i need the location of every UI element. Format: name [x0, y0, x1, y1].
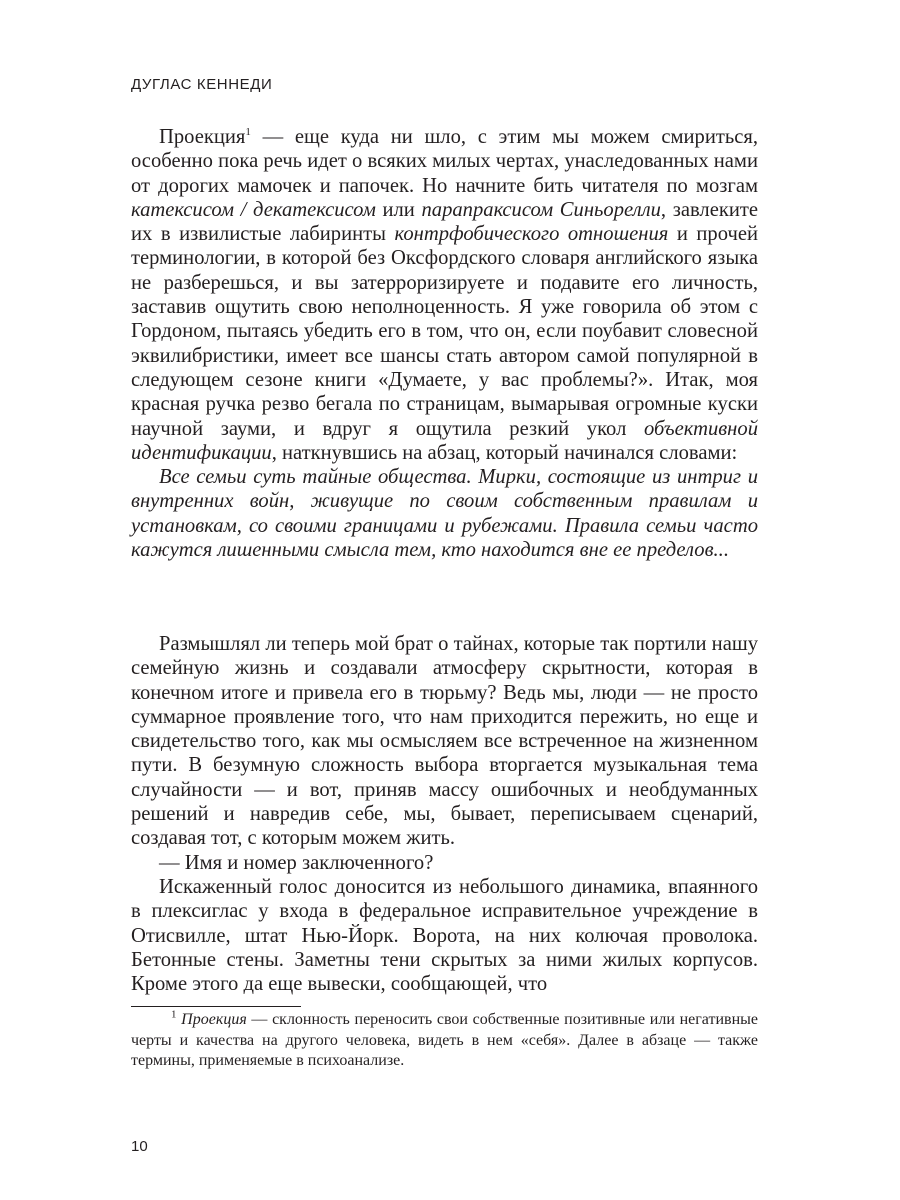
text-run: Проекция [159, 126, 246, 148]
dialogue-line: — Имя и номер заключенного? [159, 851, 434, 874]
paragraph-otisville: Искаженный голос доносится из небольшого динамика, впаянного в плексиглас у входа в федеральное исправительное учреждение в Отисвилле, штат Нью-Йорк. Ворота, на них колючая проволока. Бетонные стены. Заметны тени скрытых за ними жилых корпусов. Кроме этого да еще вывески, сообщающей, что [131, 875, 758, 996]
footnote-term: Проекция [181, 1011, 247, 1028]
footnote-paragraph [131, 1010, 758, 1072]
paragraph-projection [131, 125, 758, 465]
italic-term: объективной идентификации [131, 417, 758, 464]
italic-term: контрфобического отношения [394, 223, 669, 246]
footnote-rule [131, 1006, 301, 1007]
page-number: 10 [131, 1138, 148, 1155]
italic-term: парапраксисом Синьорелли [421, 198, 661, 221]
italic-term: катексисом / декатексисом [131, 198, 376, 221]
main-text-block [131, 125, 758, 562]
quote-paragraph: Все семьи суть тайные общества. Мирки, состоящие из интриг и внутренних войн, живущие по своим собственным правилам и установкам, со своими границами и рубежами. Правила семьи часто кажутся лишенными смысла тем, кто находится вне ее пределов... [131, 466, 758, 562]
text-run: и прочей терминологии, в которой без Оксфордского словаря английского языка не разберешься, и вы затерроризируете и подавите его личность, заставив ощутить свою неполноценность. Я уже говорила об этом с Гордоном, пытаясь убедить его в том, что он, если поубавит словесной эквилибристики, имеет все шансы стать автором самой популярной в следующем сезоне книги «Думаете, у вас проблемы?». Итак, моя красная ручка резво бегала по страницам, вымарывая огромные куски научной зауми, и вдруг я ощутила резкий укол [131, 223, 758, 440]
footnote-marker: 1 [171, 1008, 177, 1021]
text-run: или [375, 198, 422, 221]
text-run: , завлеките их в извилистые лабиринты [131, 198, 759, 246]
second-text-block [131, 632, 758, 996]
paragraph-brother: Размышлял ли теперь мой брат о тайнах, которые так портили нашу семейную жизнь и создавали атмосферу скрытности, которая в конечном итоге и привела его в тюрьму? Ведь мы, люди — не просто суммарное проявление того, что нам приходится пережить, но еще и свидетельство того, как мы осмысляем все встреченное на жизненном пути. В безумную сложность выбора вторгается музыкальная тема случайности — и вот, приняв массу ошибочных и необдуманных решений и навредив себе, мы, бывает, переписываем сценарий, создавая тот, с которым можем жить. [131, 633, 758, 850]
footnote-ref: 1 [245, 126, 251, 139]
footnote [131, 1010, 758, 1072]
footnote-text: — склонность переносить свои собственные позитивные или негативные черты и качества на другого человека, видеть в нем «себя». Далее в абзаце — также термины, применяемые в психоанализе. [131, 1011, 759, 1069]
text-run: — еще куда ни шло, с этим мы можем смириться, особенно пока речь идет о всяких милых чертах, унаследованных нами от дорогих мамочек и папочек. Но начните бить читателя по мозгам [131, 126, 758, 197]
text-run: , наткнувшись на абзац, который начинался словами: [271, 441, 738, 464]
running-head: ДУГЛАС КЕННЕДИ [131, 76, 273, 93]
